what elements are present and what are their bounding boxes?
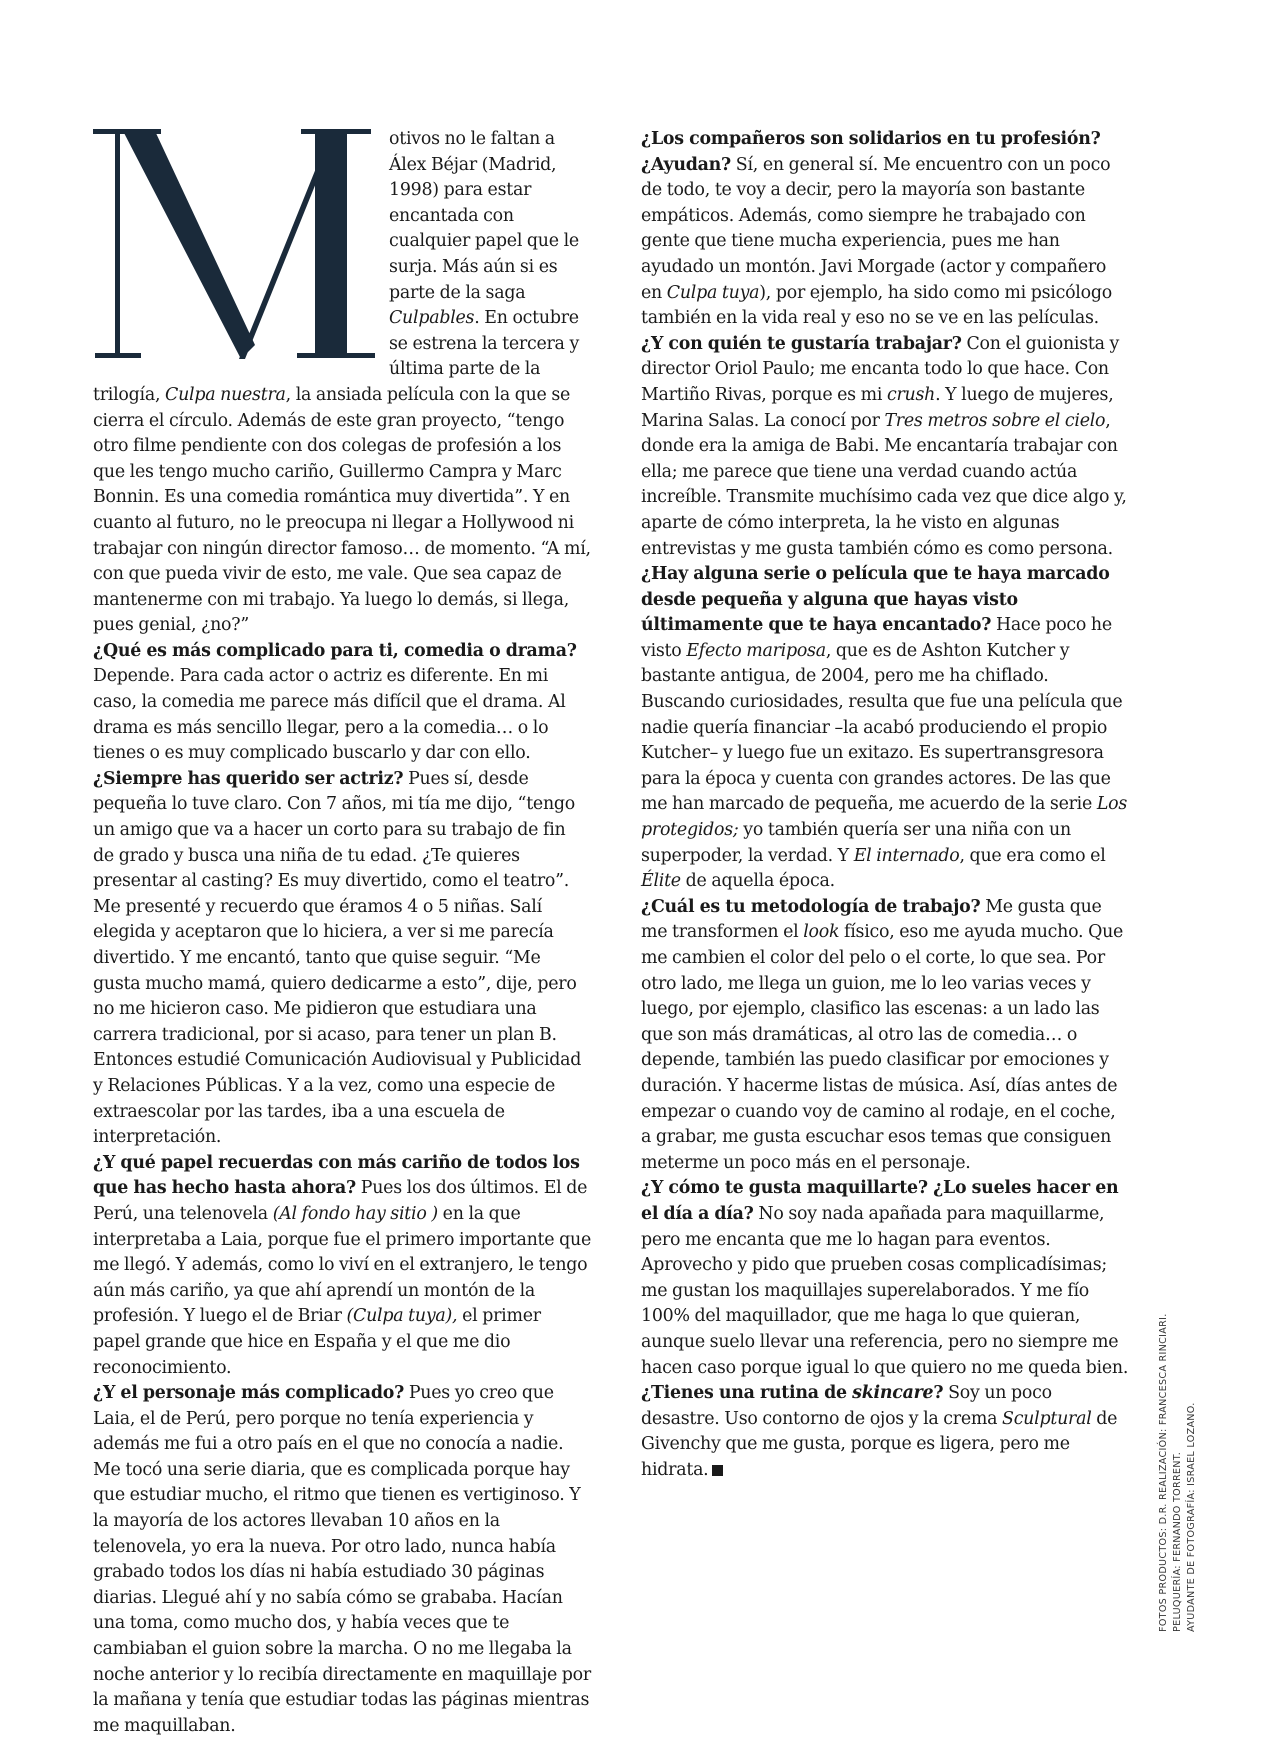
- credit-line: PELUQUERÍA: FERNANDO TORRENT.: [1172, 1451, 1183, 1632]
- question: ¿Tienes una rutina de skincare?: [641, 1383, 944, 1404]
- question: ¿Los compañeros son solidarios en tu profesión? ¿Ayudan?: [641, 129, 1101, 175]
- qa-block: [93, 639, 591, 767]
- credit-line: AYUDANTE DE FOTOGRAFÍA: ISRAEL LOZANO.: [1186, 1402, 1197, 1632]
- qa-block: [93, 1381, 591, 1739]
- qa-block: ¿Cuál es tu metodología de trabajo? Me gusta que me transformen el look físico, eso me ayuda mucho. Que me cambien el color del pelo o el corte, lo que sea. Por otro lado, me llega un guion, me lo leo varias veces y luego, por ejemplo, clasifico las escenas: a un lado las que son más dramáticas, al otro las de comedia… o depende, también las puedo clasificar por emociones y duración. Y hacerme listas de música. Así, días antes de empezar o cuando voy de camino al rodaje, en el coche, a grabar, me gusta escuchar esos temas que consiguen meterme un poco más en el personaje.: [641, 896, 1124, 1173]
- credit-line: FOTOS PRODUCTOS: D.R. REALIZACIÓN: FRANCESCA RINCIARI.: [1158, 1313, 1169, 1632]
- qa-block: ¿Y qué papel recuerdas con más cariño de todos los que has hecho hasta ahora? Pues los dos últimos. El de Perú, una telenovela (Al fondo hay sitio ) en la que interpretaba a Laia, porque fue el primero importante que me llegó. Y además, como lo viví en el extranjero, le tengo aún más cariño, ya que ahí aprendí un montón de la profesión. Y luego el de Briar (Culpa tuya), el primer papel grande que hice en España y el que me dio reconocimiento.: [93, 1152, 591, 1378]
- answer: Depende. Para cada actor o actriz es diferente. En mi caso, la comedia me parece más difícil que el drama. Al drama es más sencillo llegar, pero a la comedia… o lo tienes o es muy complicado buscarlo y dar con ello.: [93, 666, 566, 764]
- qa-block: [93, 767, 591, 1151]
- question: ¿Y cómo te gusta maquillarte? ¿Lo sueles hacer en el día a día?: [641, 1178, 1119, 1224]
- answer: Pues yo creo que Laia, el de Perú, pero porque no tenía experiencia y además me fui a otro país en el que no conocía a nadie. Me tocó una serie diaria, que es complicada porque hay que estudiar mucho, el ritmo que tienen es vertiginoso. Y la mayoría de los actores llevaban 10 años en la telenovela, yo era la nueva. Por otro lado, nunca había grabado todos los días ni había estudiado 30 páginas diarias. Llegué ahí y no sabía cómo se grababa. Hacían una toma, como mucho dos, y había veces que te cambiaban el guion sobre la marcha. O no me llegaba la noche anterior y lo recibía directamente en maquillaje por la mañana y tenía que estudiar todas las páginas mientras me maquillaban.: [93, 1383, 591, 1736]
- question: ¿Hay alguna serie o película que te haya marcado desde pequeña y alguna que hayas visto últimamente que te haya encantado?: [641, 564, 1110, 636]
- article-column-right: [641, 127, 1130, 1483]
- article-column-left: [93, 127, 591, 1739]
- end-of-article-square-icon: [712, 1465, 723, 1476]
- question: ¿Siempre has querido ser actriz?: [93, 768, 404, 789]
- question: ¿Cuál es tu metodología de trabajo?: [641, 896, 981, 917]
- qa-block: ¿Y con quién te gustaría trabajar? Con el guionista y director Oriol Paulo; me encanta todo lo que hace. Con Martiño Rivas, porque es mi crush. Y luego de mujeres, Marina Salas. La conocí por Tres metros sobre el cielo, donde era la amiga de Babi. Me encantaría trabajar con ella; me parece que tiene una verdad cuando actúa increíble. Transmite muchísimo cada vez que dice algo y, aparte de cómo interpreta, la he visto en algunas entrevistas y me gusta también cómo es como persona.: [641, 333, 1127, 559]
- photo-credits: [1157, 1313, 1199, 1632]
- answer: No soy nada apañada para maquillarme, pero me encanta que me lo hagan para eventos. Aprovecho y pido que prueben cosas complicadísimas; me gustan los maquillajes superelaborados. Y me fío 100% del maquillador, que me haga lo que quieran, aunque suelo llevar una referencia, pero no siempre me hacen caso porque igual lo que quiero no me queda bien.: [641, 1203, 1129, 1378]
- answer: Pues sí, desde pequeña lo tuve claro. Con 7 años, mi tía me dijo, “tengo un amigo que va a hacer un corto para su trabajo de fin de grado y busca una niña de tu edad. ¿Te quieres presentar al casting? Es muy divertido, como el teatro”. Me presenté y recuerdo que éramos 4 o 5 niñas. Salí elegida y aceptaron que lo hiciera, a ver si me parecía divertido. Y me encantó, tanto que quise seguir. “Me gusta mucho mamá, quiero dedicarme a esto”, dije, pero no me hicieron caso. Me pidieron que estudiara una carrera tradicional, por si acaso, para tener un plan B. Entonces estudié Comunicación Audiovisual y Publicidad y Relaciones Públicas. Y a la vez, como una especie de extraescolar por las tardes, iba a una escuela de interpretación.: [93, 768, 582, 1148]
- qa-block: ¿Los compañeros son solidarios en tu profesión? ¿Ayudan? Sí, en general sí. Me encuentro con un poco de todo, te voy a decir, pero la mayoría son bastante empáticos. Además, como siempre he trabajado con gente que tiene mucha experiencia, pues me han ayudado un montón. Javi Morgade (actor y compañero en Culpa tuya), por ejemplo, ha sido como mi psicólogo también en la vida real y eso no se ve en las películas.: [641, 129, 1112, 329]
- qa-block: ¿Hay alguna serie o película que te haya marcado desde pequeña y alguna que hayas visto últimamente que te haya encantado? Hace poco he visto Efecto mariposa, que es de Ashton Kutcher y bastante antigua, de 2004, pero me ha chiflado. Buscando curiosidades, resulta que fue una película que nadie quería financiar –la acabó produciendo el propio Kutcher– y luego fue un exitazo. Es supertransgresora para la época y cuenta con grandes actores. De las que me han marcado de pequeña, me acuerdo de la serie Los protegidos; yo también quería ser una niña con un superpoder, la verdad. Y El internado, que era como el Élite de aquella época.: [641, 564, 1128, 892]
- intro-paragraph: otivos no le faltan a Álex Béjar (Madrid, 1998) para estar encantada con cualquier papel que le surja. Más aún si es parte de la saga Culpables. En octubre se estrena la tercera y última parte de la trilogía, Culpa nuestra, la ansiada película con la que se cierra el círculo. Además de este gran proyecto, “tengo otro filme pendiente con dos colegas de profesión a los que les tengo mucho cariño, Guillermo Campra y Marc Bonnin. Es una comedia romántica muy divertida”. Y en cuanto al futuro, no le preocupa ni llegar a Hollywood ni trabajar con ningún director famoso… de momento. “A mí, con que pueda vivir de esto, me vale. Que sea capaz de mantenerme con mi trabajo. Ya luego lo demás, si llega, pues genial, ¿no?”: [93, 129, 591, 636]
- qa-block: ¿Tienes una rutina de skincare? Soy un poco desastre. Uso contorno de ojos y la crema Sculptural de Givenchy que me gusta, porque es ligera, pero me hidrata.: [641, 1383, 1118, 1480]
- question: ¿Y el personaje más complicado?: [93, 1383, 405, 1404]
- qa-block: [641, 1176, 1130, 1381]
- dropcap: [93, 127, 375, 367]
- question: ¿Y con quién te gustaría trabajar?: [641, 333, 962, 354]
- dropcap-m-glyph: [93, 127, 375, 367]
- question: ¿Qué es más complicado para ti, comedia o drama?: [93, 640, 577, 661]
- question: ¿Y qué papel recuerdas con más cariño de todos los que has hecho hasta ahora?: [93, 1152, 580, 1199]
